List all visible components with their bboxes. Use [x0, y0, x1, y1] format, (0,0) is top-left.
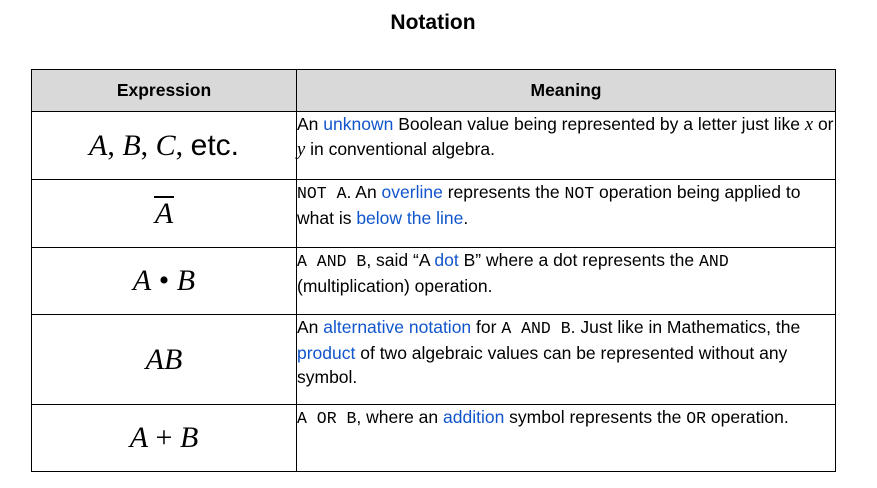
- var-b: B: [179, 421, 199, 454]
- code-text: NOT A: [297, 184, 347, 203]
- page-title: Notation: [390, 11, 476, 34]
- text: for: [471, 317, 502, 337]
- overline-link[interactable]: overline: [381, 182, 443, 202]
- var-a: A: [88, 128, 108, 162]
- code-text: OR: [686, 409, 707, 428]
- code-text: A OR B: [297, 409, 357, 428]
- var-y: y: [297, 140, 306, 160]
- expression-cell: [32, 248, 297, 315]
- separator: ,: [175, 128, 191, 162]
- var-a: A: [129, 421, 149, 454]
- expression-cell: [32, 112, 297, 180]
- code-text: NOT: [564, 184, 595, 203]
- table-row: [32, 112, 836, 180]
- text: Boolean value being represented by a letter just like: [393, 114, 805, 134]
- meaning-cell: [297, 112, 836, 180]
- notation-table: [31, 69, 836, 472]
- meaning-cell: [297, 180, 836, 248]
- expression-cell: [32, 180, 297, 248]
- separator: ,: [140, 128, 156, 162]
- var-c: C: [155, 128, 176, 162]
- meaning-cell: [297, 405, 836, 472]
- var-x: x: [804, 115, 814, 135]
- product-link[interactable]: product: [297, 343, 356, 363]
- meaning-column-header: Meaning: [297, 70, 836, 112]
- code-text: A AND B: [297, 252, 367, 271]
- expression-cell: [32, 315, 297, 405]
- overlined-var-a: A: [154, 197, 174, 230]
- text: in conventional algebra.: [305, 139, 495, 159]
- table-header-row: [32, 70, 836, 112]
- text: , said “A: [366, 250, 435, 270]
- code-text: AND: [699, 252, 729, 271]
- table-row: [32, 405, 836, 472]
- text: An: [297, 114, 324, 134]
- text: An: [297, 317, 324, 337]
- below-the-line-link[interactable]: below the line: [356, 208, 464, 228]
- etc-text: etc.: [190, 128, 240, 162]
- table-row: [32, 315, 836, 405]
- text: . An: [346, 182, 382, 202]
- var-b: B: [122, 128, 141, 162]
- var-ab: AB: [145, 342, 183, 376]
- text: B” where a dot represents the: [458, 250, 700, 270]
- var-b: B: [176, 264, 196, 297]
- addition-link[interactable]: addition: [443, 407, 505, 427]
- text: . Just like in Mathematics, the: [570, 317, 801, 337]
- dot-link[interactable]: dot: [434, 250, 459, 270]
- alternative-notation-link[interactable]: alternative notation: [323, 317, 472, 337]
- text: symbol represents the: [504, 407, 687, 427]
- meaning-cell: [297, 315, 836, 405]
- text: or: [813, 114, 834, 134]
- plus-operator: +: [148, 421, 180, 454]
- text: (multiplication) operation.: [297, 276, 493, 296]
- expression-column-header: Expression: [32, 70, 297, 112]
- table-row: [32, 180, 836, 248]
- separator: ,: [107, 128, 123, 162]
- dot-operator: •: [151, 264, 177, 297]
- unknown-link[interactable]: unknown: [323, 114, 394, 134]
- text: , where an: [356, 407, 443, 427]
- code-text: A AND B: [501, 319, 571, 338]
- var-a: A: [132, 264, 152, 297]
- text: represents the: [442, 182, 565, 202]
- text: .: [463, 208, 469, 228]
- table-row: [32, 248, 836, 315]
- meaning-cell: [297, 248, 836, 315]
- text: operation.: [706, 407, 789, 427]
- text: of two algebraic values can be represented without any symbol.: [297, 343, 788, 387]
- text: operation being applied to what is: [297, 182, 801, 228]
- expression-cell: [32, 405, 297, 472]
